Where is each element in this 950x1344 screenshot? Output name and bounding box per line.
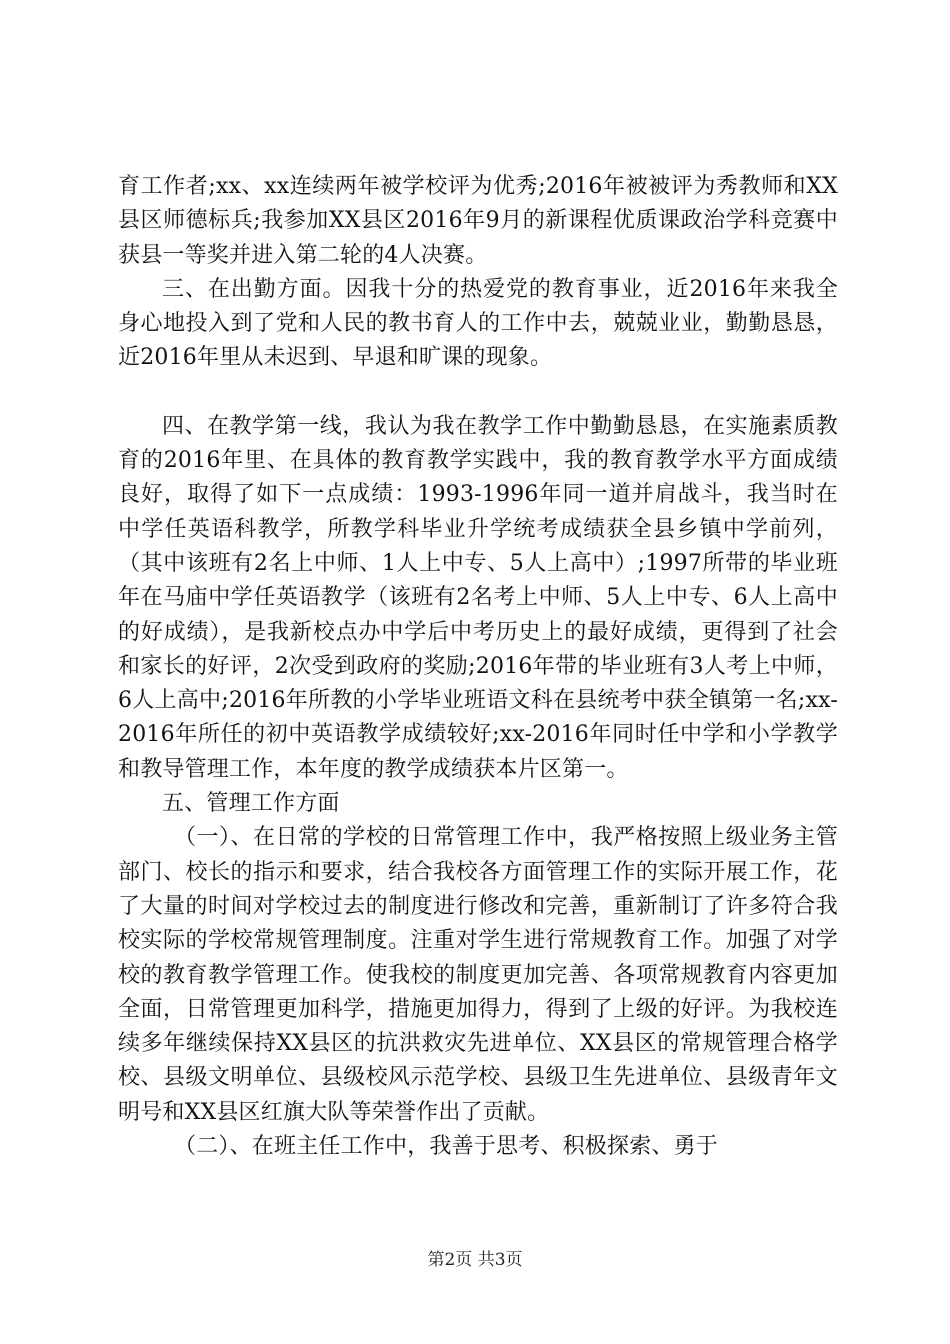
- section-heading-management: 五、管理工作方面: [162, 791, 340, 817]
- paragraph-attendance: 三、在出勤方面。因我十分的热爱党的教育事业，近2016年来我全身心地投入到了党和人民的教书育人的工作中去，兢兢业业，勤勤恳恳，近2016年里从未迟到、早退和旷课的现象。: [118, 276, 838, 371]
- paragraph-gap: [118, 376, 838, 410]
- paragraph-teaching: 四、在教学第一线，我认为我在教学工作中勤勤恳恳，在实施素质教育的2016年里、在具体的教育教学实践中，我的教育教学水平方面成绩良好，取得了如下一点成绩：1993-1996年同一道并肩战斗，我当时在中学任英语科教学，所教学科毕业升学统考成绩获全县乡镇中学前列，（其中该班有2名上中师、1人上中专、5人上高中）;1997所带的毕业班年在马庙中学任英语教学（该班有2名考上中师、5人上中专、6人上高中的好成绩），是我新校点办中学后中考历史上的最好成绩，更得到了社会和家长的好评，2次受到政府的奖励;2016年带的毕业班有3人考上中师，6人上高中;2016年所教的小学毕业班语文科在县统考中获全镇第一名;xx-2016年所任的初中英语教学成绩较好;xx-2016年同时任中学和小学教学和教导管理工作，本年度的教学成绩获本片区第一。: [118, 413, 838, 782]
- paragraph-class-teacher: （二）、在班主任工作中，我善于思考、积极探索、勇于: [174, 1134, 719, 1160]
- page-number-footer: 第2页 共3页: [427, 1250, 523, 1270]
- paragraph-daily-management: （一）、在日常的学校的日常管理工作中，我严格按照上级业务主管部门、校长的指示和要求，结合我校各方面管理工作的实际开展工作，花了大量的时间对学校过去的制度进行修改和完善，重新制订了许多符合我校实际的学校常规管理制度。注重对学生进行常规教育工作。加强了对学校的教育教学管理工作。使我校的制度更加完善、各项常规教育内容更加全面，日常管理更加科学，措施更加得力，得到了上级的好评。为我校连续多年继续保持XX县区的抗洪救灾先进单位、XX县区的常规管理合格学校、县级文明单位、县级校风示范学校、县级卫生先进单位、县级青年文明号和XX县区红旗大队等荣誉作出了贡献。: [118, 825, 838, 1125]
- paragraph-1: 育工作者;xx、xx连续两年被学校评为优秀;2016年被被评为秀教师和XX县区师德标兵;我参加XX县区2016年9月的新课程优质课政治学科竞赛中获县一等奖并进入第二轮的4人决赛。: [118, 174, 838, 268]
- document-body: [118, 170, 838, 1164]
